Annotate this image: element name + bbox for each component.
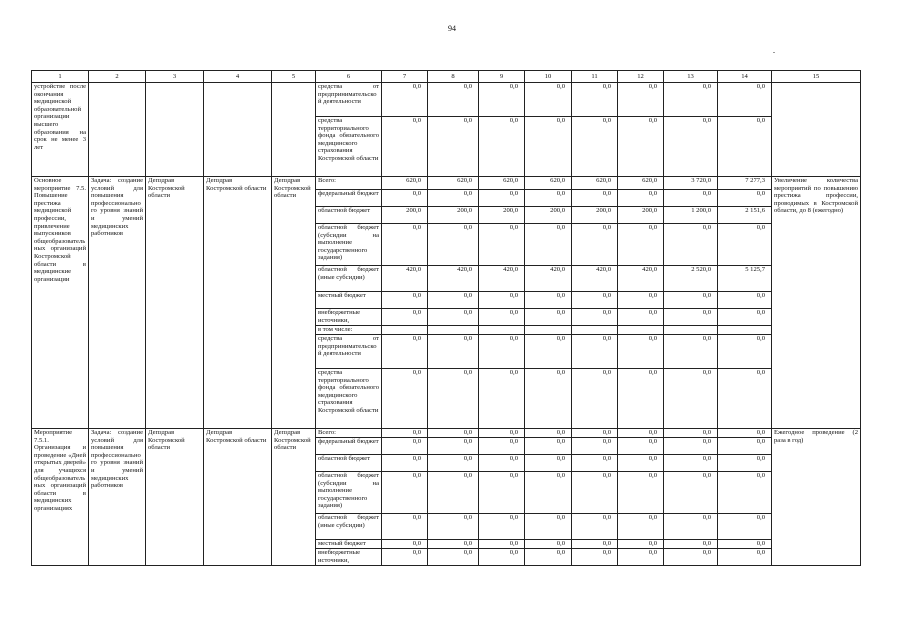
- measure-name: Основное мероприятие 7.5. Повышение престижа медицинской профессии, привлечение выпускников общеобразовательных организаций Костромской области в медицинские организации: [32, 177, 89, 429]
- funding-source: областной бюджет: [316, 207, 382, 224]
- coexecutor: Депздрав Костромской области: [204, 429, 272, 566]
- amount-cell: 620,0: [618, 177, 664, 190]
- column-number-12: 12: [618, 71, 664, 83]
- amount-cell: 0,0: [664, 309, 718, 326]
- amount-cell: 0,0: [618, 190, 664, 207]
- amount-cell: 420,0: [525, 266, 572, 292]
- empty-cell: [272, 83, 316, 177]
- amount-cell: 0,0: [479, 472, 525, 514]
- amount-cell: 0,0: [572, 117, 618, 177]
- table-body: [32, 71, 861, 566]
- amount-cell: 0,0: [664, 514, 718, 540]
- amount-cell: 0,0: [382, 335, 428, 369]
- amount-cell: 0,0: [428, 309, 479, 326]
- column-number-14: 14: [718, 71, 772, 83]
- amount-cell: 0,0: [664, 540, 718, 549]
- amount-cell: 0,0: [664, 429, 718, 438]
- coexecutor: Депздрав Костромской области: [204, 177, 272, 429]
- amount-cell: 0,0: [572, 514, 618, 540]
- column-number-9: 9: [479, 71, 525, 83]
- amount-cell: 0,0: [479, 369, 525, 429]
- column-number-3: 3: [146, 71, 204, 83]
- amount-cell: 0,0: [525, 514, 572, 540]
- column-number-10: 10: [525, 71, 572, 83]
- amount-cell: 0,0: [428, 540, 479, 549]
- amount-cell: 0,0: [479, 455, 525, 472]
- amount-cell: [479, 326, 525, 335]
- amount-cell: 0,0: [572, 438, 618, 455]
- amount-cell: 3 720,0: [664, 177, 718, 190]
- funding-source: средства территориального фонда обязательного медицинского страхования Костромской области: [316, 117, 382, 177]
- task-description: Задача: создание условий для повышения профессионального уровня знаний и умений медицинских работников: [89, 429, 146, 566]
- amount-cell: 0,0: [618, 292, 664, 309]
- amount-cell: 0,0: [382, 540, 428, 549]
- measure-name: Мероприятие 7.5.1. Организация и проведение «Дней открытых дверей» для учащихся общеобразовательных организаций области в медицинских организациях: [32, 429, 89, 566]
- amount-cell: 0,0: [525, 455, 572, 472]
- amount-cell: 0,0: [382, 549, 428, 566]
- amount-cell: 7 277,3: [718, 177, 772, 190]
- funding-source: областной бюджет (субсидии на выполнение государственного задания): [316, 472, 382, 514]
- funding-source: внебюджетные источники,: [316, 309, 382, 326]
- amount-cell: 0,0: [428, 83, 479, 117]
- responsible-executor: Депздрав Костромской области: [146, 429, 204, 566]
- amount-cell: 0,0: [479, 429, 525, 438]
- amount-cell: 0,0: [618, 309, 664, 326]
- funding-source: Всего:: [316, 177, 382, 190]
- amount-cell: 0,0: [382, 369, 428, 429]
- page-number: 94: [448, 24, 456, 33]
- amount-cell: [618, 326, 664, 335]
- amount-cell: 0,0: [618, 438, 664, 455]
- amount-cell: 0,0: [382, 309, 428, 326]
- amount-cell: 0,0: [382, 472, 428, 514]
- amount-cell: 0,0: [428, 429, 479, 438]
- amount-cell: 0,0: [718, 309, 772, 326]
- amount-cell: 0,0: [428, 190, 479, 207]
- amount-cell: 0,0: [479, 438, 525, 455]
- amount-cell: 0,0: [525, 292, 572, 309]
- amount-cell: 200,0: [618, 207, 664, 224]
- amount-cell: 0,0: [428, 117, 479, 177]
- amount-cell: 0,0: [428, 472, 479, 514]
- amount-cell: 0,0: [664, 190, 718, 207]
- amount-cell: 0,0: [572, 549, 618, 566]
- funding-source: областной бюджет (субсидии на выполнение государственного задания): [316, 224, 382, 266]
- amount-cell: [718, 326, 772, 335]
- table-row: [32, 429, 861, 438]
- amount-cell: 0,0: [664, 335, 718, 369]
- amount-cell: 0,0: [428, 514, 479, 540]
- amount-cell: 0,0: [428, 224, 479, 266]
- amount-cell: 0,0: [618, 540, 664, 549]
- empty-cell: [89, 83, 146, 177]
- funding-source: федеральный бюджет: [316, 190, 382, 207]
- amount-cell: 0,0: [525, 335, 572, 369]
- amount-cell: 0,0: [664, 83, 718, 117]
- amount-cell: 0,0: [479, 514, 525, 540]
- table-row: [32, 83, 861, 117]
- amount-cell: 0,0: [718, 438, 772, 455]
- amount-cell: 0,0: [428, 455, 479, 472]
- empty-cell: [146, 83, 204, 177]
- amount-cell: 0,0: [664, 292, 718, 309]
- funding-source: в том числе:: [316, 326, 382, 335]
- funding-source: средства территориального фонда обязательного медицинского страхования Костромской области: [316, 369, 382, 429]
- funding-source: внебюджетные источники,: [316, 549, 382, 566]
- amount-cell: 1 200,0: [664, 207, 718, 224]
- column-number-13: 13: [664, 71, 718, 83]
- column-number-7: 7: [382, 71, 428, 83]
- amount-cell: 0,0: [718, 117, 772, 177]
- amount-cell: 0,0: [718, 429, 772, 438]
- amount-cell: 0,0: [525, 472, 572, 514]
- expected-result: Увеличение количества мероприятий по повышению престижа профессии, проводимых в Костромской области, до 8 (ежегодно): [772, 177, 861, 429]
- column-number-15: 15: [772, 71, 861, 83]
- amount-cell: 0,0: [618, 514, 664, 540]
- amount-cell: 2 151,6: [718, 207, 772, 224]
- funding-source: средства от предпринимательской деятельности: [316, 335, 382, 369]
- amount-cell: 0,0: [572, 369, 618, 429]
- amount-cell: 0,0: [382, 429, 428, 438]
- empty-cell: [772, 83, 861, 177]
- amount-cell: 200,0: [382, 207, 428, 224]
- amount-cell: 0,0: [718, 83, 772, 117]
- amount-cell: 0,0: [525, 190, 572, 207]
- amount-cell: 420,0: [382, 266, 428, 292]
- amount-cell: 0,0: [618, 117, 664, 177]
- amount-cell: 0,0: [525, 549, 572, 566]
- amount-cell: 0,0: [572, 429, 618, 438]
- funding-source: местный бюджет: [316, 292, 382, 309]
- amount-cell: 0,0: [525, 117, 572, 177]
- amount-cell: 0,0: [525, 540, 572, 549]
- amount-cell: 0,0: [718, 455, 772, 472]
- amount-cell: 0,0: [479, 117, 525, 177]
- amount-cell: [382, 326, 428, 335]
- amount-cell: 0,0: [525, 438, 572, 455]
- amount-cell: 0,0: [618, 335, 664, 369]
- amount-cell: 0,0: [718, 335, 772, 369]
- amount-cell: 420,0: [428, 266, 479, 292]
- amount-cell: 0,0: [718, 190, 772, 207]
- amount-cell: 0,0: [525, 83, 572, 117]
- amount-cell: 0,0: [664, 369, 718, 429]
- amount-cell: 0,0: [664, 472, 718, 514]
- funding-source: областной бюджет (иные субсидии): [316, 266, 382, 292]
- amount-cell: 0,0: [618, 369, 664, 429]
- column-number-1: 1: [32, 71, 89, 83]
- amount-cell: 0,0: [572, 309, 618, 326]
- amount-cell: 200,0: [572, 207, 618, 224]
- amount-cell: 0,0: [572, 472, 618, 514]
- expected-result: Ежегодное проведение (2 раза в год): [772, 429, 861, 566]
- amount-cell: 0,0: [382, 117, 428, 177]
- amount-cell: 0,0: [718, 472, 772, 514]
- empty-cell: [204, 83, 272, 177]
- responsible-executor: Депздрав Костромской области: [146, 177, 204, 429]
- financing-table: [31, 70, 861, 566]
- amount-cell: 0,0: [428, 438, 479, 455]
- amount-cell: 0,0: [382, 224, 428, 266]
- funding-source: областной бюджет (иные субсидии): [316, 514, 382, 540]
- amount-cell: [572, 326, 618, 335]
- amount-cell: 0,0: [718, 369, 772, 429]
- amount-cell: 0,0: [382, 292, 428, 309]
- funding-source: федеральный бюджет: [316, 438, 382, 455]
- amount-cell: 0,0: [572, 292, 618, 309]
- amount-cell: 0,0: [479, 540, 525, 549]
- amount-cell: 620,0: [428, 177, 479, 190]
- amount-cell: 620,0: [382, 177, 428, 190]
- funding-source: местный бюджет: [316, 540, 382, 549]
- amount-cell: 0,0: [382, 438, 428, 455]
- amount-cell: 0,0: [618, 429, 664, 438]
- amount-cell: 200,0: [479, 207, 525, 224]
- amount-cell: 0,0: [479, 549, 525, 566]
- amount-cell: 420,0: [618, 266, 664, 292]
- scan-speck: [773, 52, 775, 53]
- column-number-5: 5: [272, 71, 316, 83]
- amount-cell: 0,0: [572, 335, 618, 369]
- amount-cell: 0,0: [479, 309, 525, 326]
- amount-cell: 0,0: [618, 472, 664, 514]
- amount-cell: 0,0: [664, 455, 718, 472]
- amount-cell: 0,0: [382, 190, 428, 207]
- amount-cell: 0,0: [525, 309, 572, 326]
- amount-cell: 0,0: [572, 224, 618, 266]
- amount-cell: 620,0: [479, 177, 525, 190]
- measure-name: устройстве после окончания медицинской образовательной организации высшего образования на срок не менее 3 лет: [32, 83, 89, 177]
- funds-recipient: Депздрав Костромской области: [272, 429, 316, 566]
- amount-cell: 2 520,0: [664, 266, 718, 292]
- amount-cell: 0,0: [479, 224, 525, 266]
- amount-cell: 0,0: [718, 514, 772, 540]
- amount-cell: 0,0: [718, 549, 772, 566]
- amount-cell: 0,0: [525, 429, 572, 438]
- amount-cell: 0,0: [664, 549, 718, 566]
- amount-cell: 0,0: [664, 438, 718, 455]
- amount-cell: 0,0: [382, 83, 428, 117]
- funding-source: областной бюджет: [316, 455, 382, 472]
- amount-cell: 0,0: [428, 369, 479, 429]
- column-number-row: [32, 71, 861, 83]
- column-number-4: 4: [204, 71, 272, 83]
- column-number-6: 6: [316, 71, 382, 83]
- amount-cell: 0,0: [479, 292, 525, 309]
- amount-cell: 0,0: [428, 549, 479, 566]
- amount-cell: 200,0: [525, 207, 572, 224]
- amount-cell: 0,0: [382, 455, 428, 472]
- amount-cell: 420,0: [572, 266, 618, 292]
- amount-cell: [664, 326, 718, 335]
- amount-cell: 0,0: [618, 549, 664, 566]
- amount-cell: 0,0: [525, 224, 572, 266]
- column-number-11: 11: [572, 71, 618, 83]
- amount-cell: 0,0: [572, 190, 618, 207]
- column-number-8: 8: [428, 71, 479, 83]
- amount-cell: 0,0: [718, 292, 772, 309]
- amount-cell: 0,0: [479, 190, 525, 207]
- amount-cell: 0,0: [572, 83, 618, 117]
- amount-cell: 0,0: [525, 369, 572, 429]
- amount-cell: [428, 326, 479, 335]
- amount-cell: 0,0: [479, 83, 525, 117]
- amount-cell: 0,0: [718, 224, 772, 266]
- amount-cell: 0,0: [618, 455, 664, 472]
- amount-cell: 0,0: [428, 335, 479, 369]
- amount-cell: 0,0: [664, 224, 718, 266]
- amount-cell: 200,0: [428, 207, 479, 224]
- amount-cell: 0,0: [428, 292, 479, 309]
- column-number-2: 2: [89, 71, 146, 83]
- amount-cell: 0,0: [479, 335, 525, 369]
- amount-cell: 0,0: [664, 117, 718, 177]
- funds-recipient: Депздрав Костромской области: [272, 177, 316, 429]
- amount-cell: 0,0: [572, 455, 618, 472]
- funding-source: Всего:: [316, 429, 382, 438]
- amount-cell: [525, 326, 572, 335]
- funding-source: средства от предпринимательской деятельности: [316, 83, 382, 117]
- task-description: Задача: создание условий для повышения профессионального уровня знаний и умений медицинских работников: [89, 177, 146, 429]
- amount-cell: 420,0: [479, 266, 525, 292]
- table-row: [32, 177, 861, 190]
- amount-cell: 0,0: [618, 224, 664, 266]
- amount-cell: 5 125,7: [718, 266, 772, 292]
- amount-cell: 0,0: [572, 540, 618, 549]
- amount-cell: 620,0: [525, 177, 572, 190]
- amount-cell: 0,0: [382, 514, 428, 540]
- amount-cell: 0,0: [618, 83, 664, 117]
- amount-cell: 620,0: [572, 177, 618, 190]
- amount-cell: 0,0: [718, 540, 772, 549]
